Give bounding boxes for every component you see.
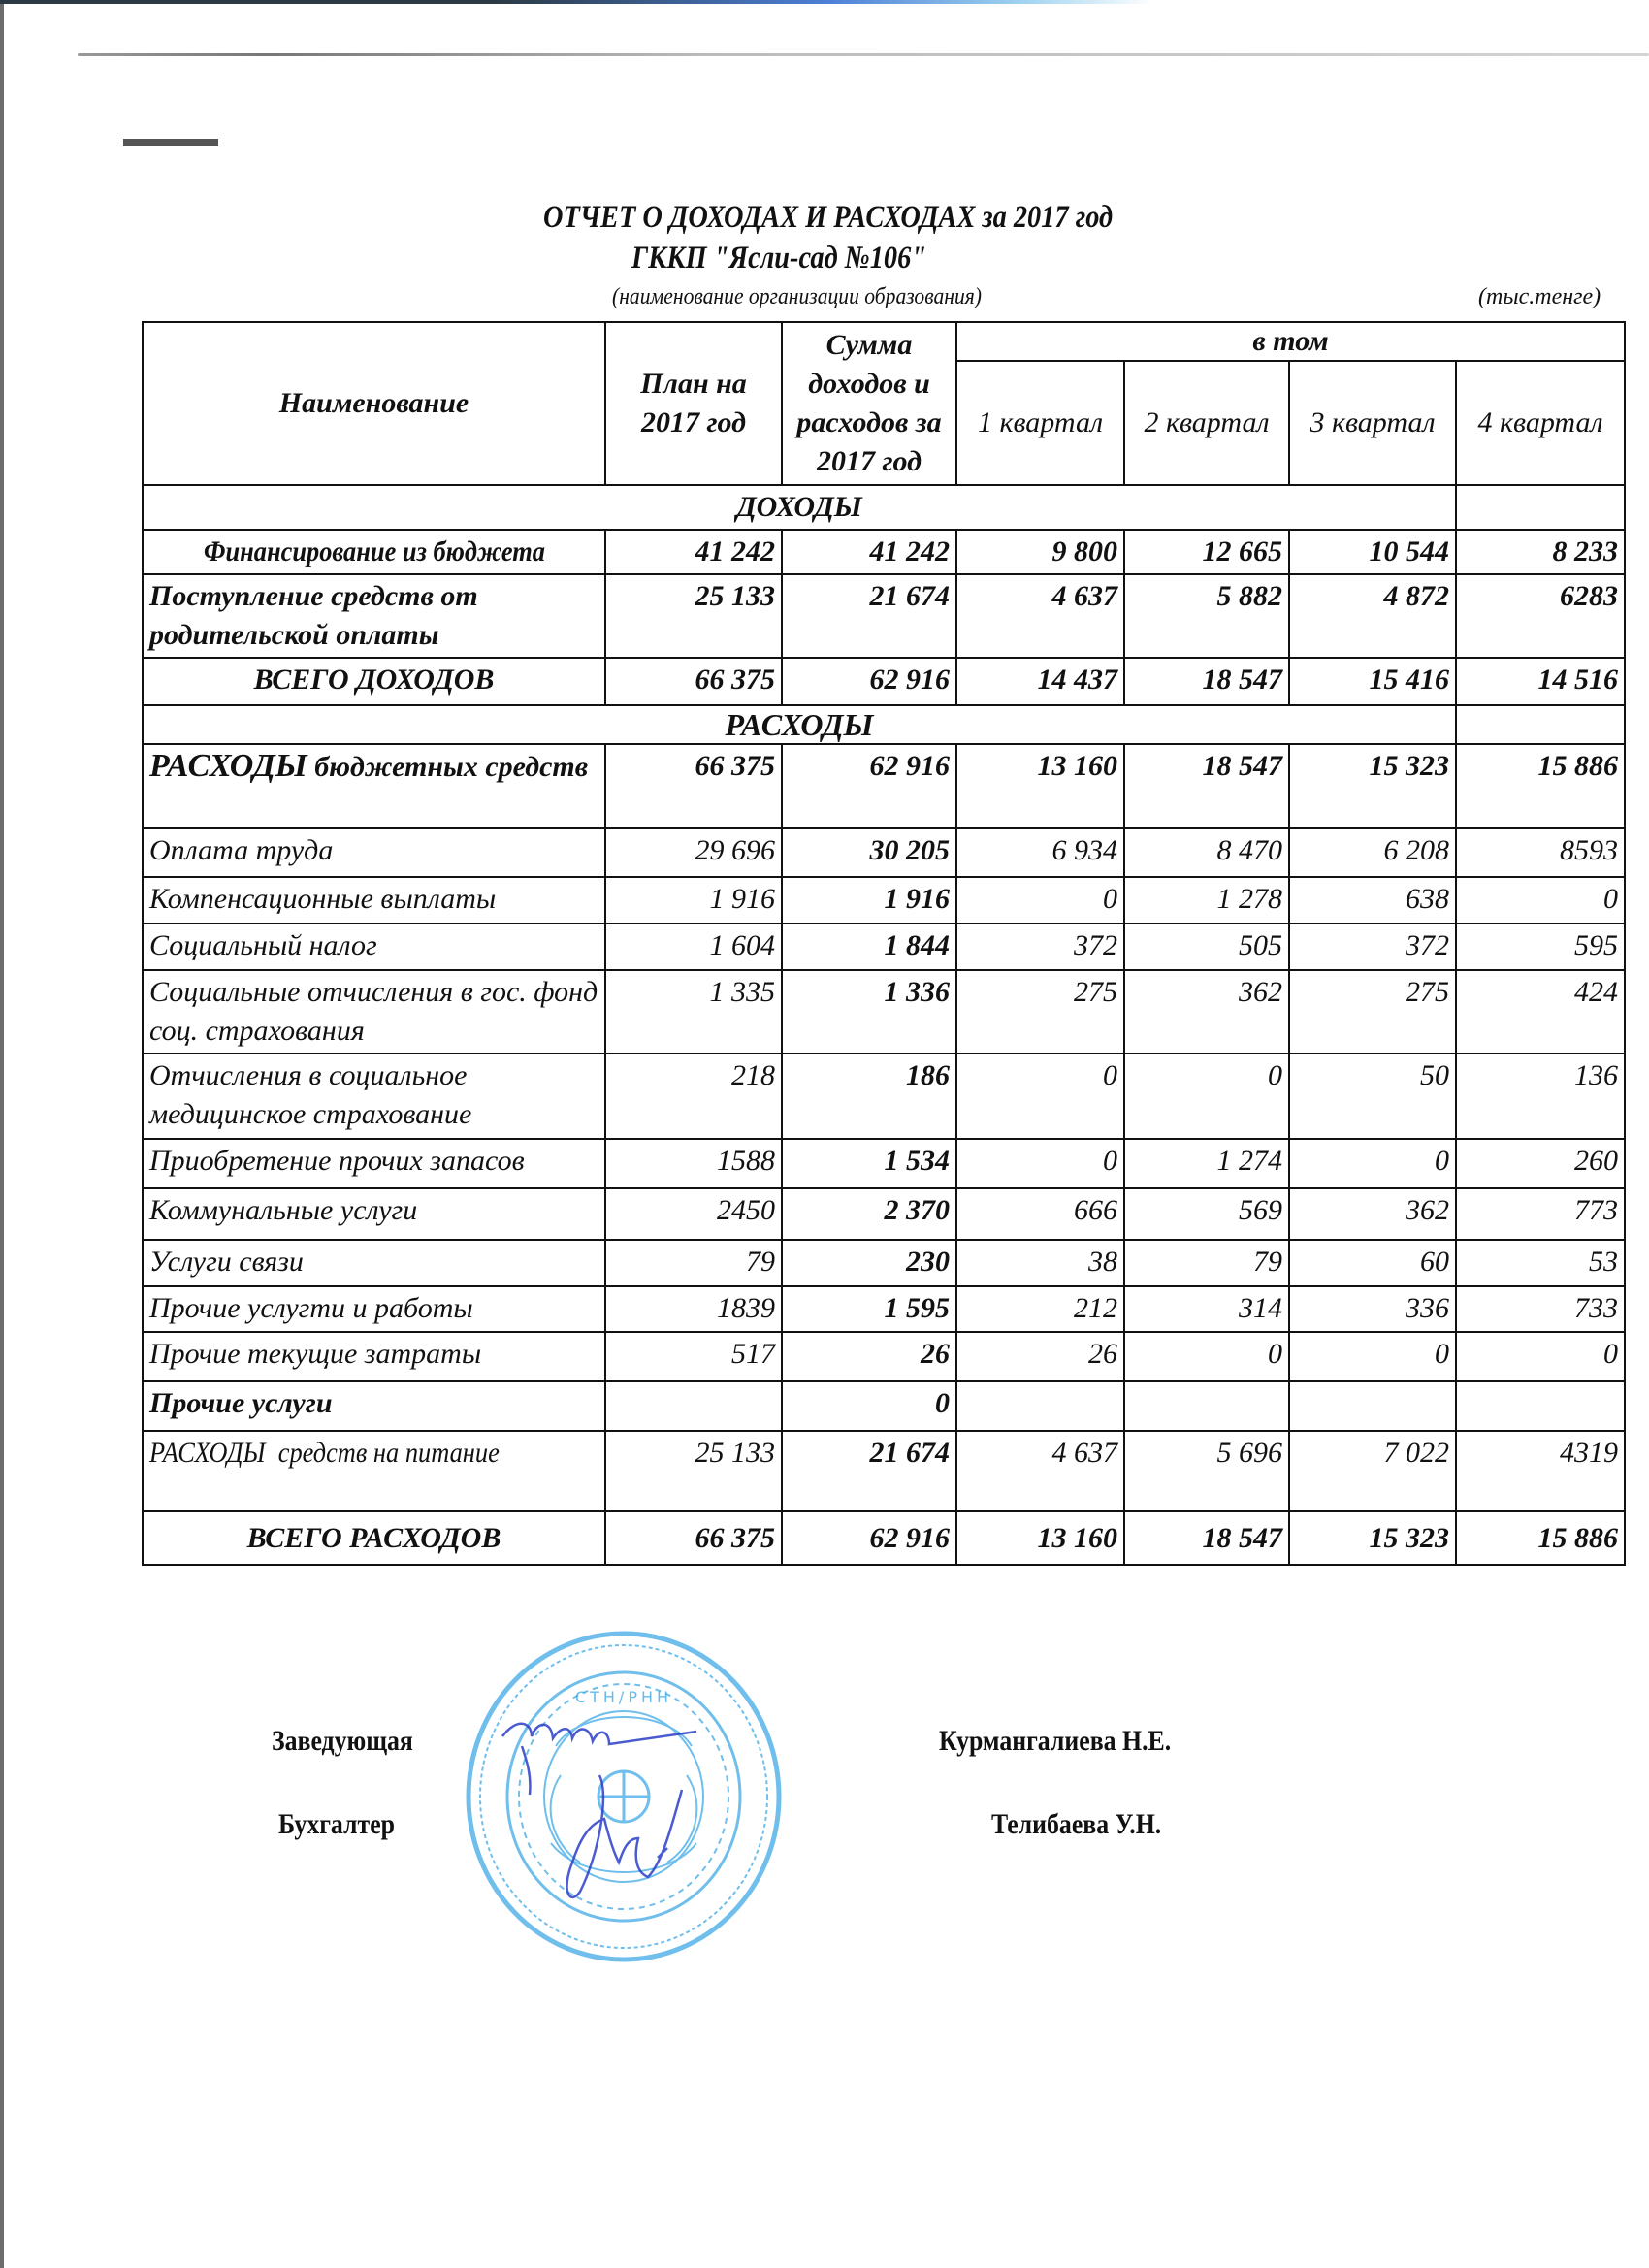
cell-q2: 505	[1124, 923, 1289, 970]
unit-caption: (тыс.тенге)	[1478, 284, 1601, 309]
scan-edge-left	[0, 0, 4, 2268]
header-q2: 2 квартал	[1124, 361, 1289, 485]
cell-q3: 638	[1289, 877, 1456, 923]
section-expenses: РАСХОДЫ	[143, 705, 1456, 744]
cell-q3: 6 208	[1289, 828, 1456, 877]
cell-q2: 18 547	[1124, 1511, 1289, 1565]
official-stamp	[464, 1630, 784, 1964]
cell-q3: 0	[1289, 1139, 1456, 1188]
cell-q3: 15 323	[1289, 1511, 1456, 1565]
empty-cell	[1456, 485, 1625, 530]
cell-q2: 18 547	[1124, 658, 1289, 705]
cell-q4: 773	[1456, 1188, 1625, 1240]
cell-q2: 5 696	[1124, 1431, 1289, 1511]
section-income: ДОХОДЫ	[143, 485, 1456, 530]
row-label: Социальные отчисления в гос. фонд соц. страхования	[143, 970, 605, 1053]
cell-q3: 15 416	[1289, 658, 1456, 705]
row-label: ВСЕГО ДОХОДОВ	[143, 658, 605, 705]
organization-caption: (наименование организации образования)	[612, 284, 982, 309]
cell-q3: 15 323	[1289, 744, 1456, 828]
table-row-budget-expenses	[143, 744, 1625, 828]
cell-q1: 4 637	[956, 574, 1124, 658]
row-label: РАСХОДЫ средств на питание	[143, 1431, 605, 1511]
table-row	[143, 1139, 1625, 1188]
cell-q2: 569	[1124, 1188, 1289, 1240]
cell-sum: 2 370	[782, 1188, 956, 1240]
scan-artifact-line	[78, 53, 1649, 56]
cell-q1: 6 934	[956, 828, 1124, 877]
cell-plan: 66 375	[605, 1511, 782, 1565]
cell-q4: 14 516	[1456, 658, 1625, 705]
cell-sum: 30 205	[782, 828, 956, 877]
cell-q2: 314	[1124, 1286, 1289, 1332]
stamp-text: СТН/РНН	[574, 1688, 673, 1706]
cell-plan: 1 335	[605, 970, 782, 1053]
cell-q2: 1 274	[1124, 1139, 1289, 1188]
cell-sum: 1 844	[782, 923, 956, 970]
cell-sum: 1 336	[782, 970, 956, 1053]
cell-plan: 517	[605, 1332, 782, 1381]
cell-plan: 25 133	[605, 1431, 782, 1511]
row-label: Финансирование из бюджета	[143, 530, 605, 574]
row-label: Прочие текущие затраты	[143, 1332, 605, 1381]
cell-plan: 66 375	[605, 658, 782, 705]
cell-q4: 6283	[1456, 574, 1625, 658]
table-row-total-income	[143, 658, 1625, 705]
cell-q3: 50	[1289, 1053, 1456, 1139]
table-row	[143, 970, 1625, 1053]
row-label: Услуги связи	[143, 1240, 605, 1286]
cell-q1: 666	[956, 1188, 1124, 1240]
cell-q1: 372	[956, 923, 1124, 970]
cell-q2	[1124, 1381, 1289, 1431]
empty-cell	[1456, 705, 1625, 744]
cell-q3: 60	[1289, 1240, 1456, 1286]
cell-sum: 21 674	[782, 574, 956, 658]
cell-q4: 424	[1456, 970, 1625, 1053]
head-name: Курмангалиева Н.Е.	[939, 1725, 1172, 1757]
row-label: ВСЕГО РАСХОДОВ	[143, 1511, 605, 1565]
cell-plan: 25 133	[605, 574, 782, 658]
cell-sum: 62 916	[782, 658, 956, 705]
row-label: Прочие услугти и работы	[143, 1286, 605, 1332]
accountant-name: Телибаева У.Н.	[991, 1808, 1162, 1840]
cell-q2: 1 278	[1124, 877, 1289, 923]
cell-q3: 0	[1289, 1332, 1456, 1381]
scan-edge-top	[0, 0, 1649, 4]
cell-q1: 13 160	[956, 1511, 1124, 1565]
row-label: Поступление средств от родительской оплаты	[143, 574, 605, 658]
row-label: Прочие услуги	[143, 1381, 605, 1431]
cell-q1: 0	[956, 1139, 1124, 1188]
cell-plan: 79	[605, 1240, 782, 1286]
cell-q1: 212	[956, 1286, 1124, 1332]
cell-plan: 29 696	[605, 828, 782, 877]
table-row	[143, 1240, 1625, 1286]
cell-q1: 275	[956, 970, 1124, 1053]
cell-sum: 1 595	[782, 1286, 956, 1332]
head-title: Заведующая	[272, 1725, 413, 1757]
cell-q4: 0	[1456, 1332, 1625, 1381]
header-name: Наименование	[143, 322, 605, 485]
header-q3: 3 квартал	[1289, 361, 1456, 485]
cell-q4: 136	[1456, 1053, 1625, 1139]
row-label: РАСХОДЫ бюджетных средств	[143, 744, 605, 828]
cell-q2: 8 470	[1124, 828, 1289, 877]
header-q4: 4 квартал	[1456, 361, 1625, 485]
table-row	[143, 1188, 1625, 1240]
cell-sum: 1 916	[782, 877, 956, 923]
cell-q3: 336	[1289, 1286, 1456, 1332]
cell-q2: 5 882	[1124, 574, 1289, 658]
cell-sum: 62 916	[782, 1511, 956, 1565]
income-expense-table	[142, 321, 1626, 1566]
table-row	[143, 1332, 1625, 1381]
cell-q1: 9 800	[956, 530, 1124, 574]
cell-q4: 53	[1456, 1240, 1625, 1286]
cell-q4: 733	[1456, 1286, 1625, 1332]
cell-q4	[1456, 1381, 1625, 1431]
cell-q4: 260	[1456, 1139, 1625, 1188]
cell-q4: 15 886	[1456, 1511, 1625, 1565]
cell-q1: 0	[956, 877, 1124, 923]
cell-q2: 362	[1124, 970, 1289, 1053]
cell-plan: 218	[605, 1053, 782, 1139]
table-row	[143, 923, 1625, 970]
cell-q1: 0	[956, 1053, 1124, 1139]
report-title: ОТЧЕТ О ДОХОДАХ И РАСХОДАХ за 2017 год	[543, 200, 1114, 235]
cell-plan: 1 604	[605, 923, 782, 970]
cell-plan	[605, 1381, 782, 1431]
cell-q2: 79	[1124, 1240, 1289, 1286]
cell-plan: 1839	[605, 1286, 782, 1332]
cell-q1	[956, 1381, 1124, 1431]
cell-q2: 18 547	[1124, 744, 1289, 828]
cell-q1: 13 160	[956, 744, 1124, 828]
row-label: Оплата труда	[143, 828, 605, 877]
cell-q1: 38	[956, 1240, 1124, 1286]
table-row	[143, 1053, 1625, 1139]
header-sum: Сумма доходов и расходов за 2017 год	[782, 322, 956, 485]
cell-q3	[1289, 1381, 1456, 1431]
cell-q3: 10 544	[1289, 530, 1456, 574]
cell-q4: 8 233	[1456, 530, 1625, 574]
cell-q3: 7 022	[1289, 1431, 1456, 1511]
table-row-food-expenses	[143, 1431, 1625, 1511]
accountant-title: Бухгалтер	[278, 1808, 396, 1840]
cell-q3: 362	[1289, 1188, 1456, 1240]
table-row-other-services	[143, 1381, 1625, 1431]
cell-q4: 8593	[1456, 828, 1625, 877]
row-label: Социальный налог	[143, 923, 605, 970]
cell-sum: 26	[782, 1332, 956, 1381]
cell-q4: 4319	[1456, 1431, 1625, 1511]
table-row	[143, 877, 1625, 923]
row-label: Приобретение прочих запасов	[143, 1139, 605, 1188]
cell-sum: 1 534	[782, 1139, 956, 1188]
cell-q1: 14 437	[956, 658, 1124, 705]
cell-sum: 21 674	[782, 1431, 956, 1511]
table-row	[143, 530, 1625, 574]
cell-q4: 15 886	[1456, 744, 1625, 828]
cell-q1: 4 637	[956, 1431, 1124, 1511]
row-label: Отчисления в социальное медицинское страхование	[143, 1053, 605, 1139]
cell-plan: 66 375	[605, 744, 782, 828]
cell-sum: 0	[782, 1381, 956, 1431]
cell-q2: 0	[1124, 1332, 1289, 1381]
header-q1: 1 квартал	[956, 361, 1124, 485]
scan-artifact-dash	[123, 139, 218, 146]
cell-sum: 62 916	[782, 744, 956, 828]
table-row	[143, 574, 1625, 658]
cell-plan: 2450	[605, 1188, 782, 1240]
cell-plan: 1588	[605, 1139, 782, 1188]
header-plan: План на 2017 год	[605, 322, 782, 485]
table-row	[143, 1286, 1625, 1332]
cell-q4: 595	[1456, 923, 1625, 970]
table-row	[143, 828, 1625, 877]
cell-q3: 4 872	[1289, 574, 1456, 658]
cell-q1: 26	[956, 1332, 1124, 1381]
cell-sum: 186	[782, 1053, 956, 1139]
row-label: Коммунальные услуги	[143, 1188, 605, 1240]
cell-sum: 41 242	[782, 530, 956, 574]
table-row-total-expenses	[143, 1511, 1625, 1565]
row-label: Компенсационные выплаты	[143, 877, 605, 923]
cell-q3: 372	[1289, 923, 1456, 970]
cell-sum: 230	[782, 1240, 956, 1286]
organization-name: ГККП "Ясли-сад №106"	[631, 241, 927, 275]
cell-q2: 12 665	[1124, 530, 1289, 574]
cell-q4: 0	[1456, 877, 1625, 923]
cell-plan: 41 242	[605, 530, 782, 574]
header-group: в том	[956, 322, 1625, 361]
cell-plan: 1 916	[605, 877, 782, 923]
cell-q3: 275	[1289, 970, 1456, 1053]
cell-q2: 0	[1124, 1053, 1289, 1139]
